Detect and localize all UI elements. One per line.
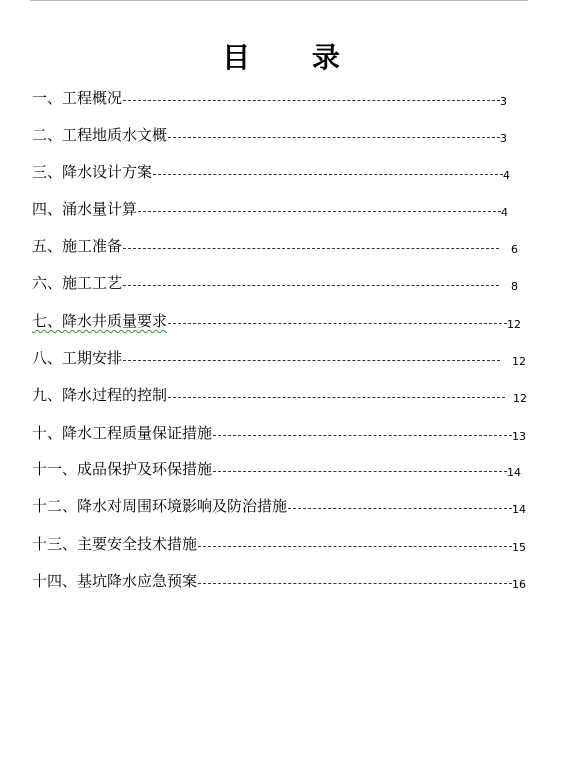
toc-entry-label: 六、施工工艺 [32, 274, 123, 292]
toc-entry[interactable] [32, 457, 521, 479]
toc-entry-page: 12 [512, 355, 526, 368]
toc-entry-page: 13 [512, 430, 526, 443]
toc-entry[interactable] [32, 532, 526, 554]
toc-leader-dots [288, 508, 512, 509]
toc-leader-dots [198, 546, 512, 547]
toc-entry-label: 十一、成品保护及环保措施 [32, 460, 213, 478]
toc-entry[interactable] [32, 421, 526, 443]
page-title: 目 录 [222, 41, 366, 74]
toc-entry-page: 3 [500, 132, 507, 145]
toc-leader-dots [123, 100, 500, 101]
toc-entry-page: 12 [513, 392, 527, 405]
toc-entry[interactable] [32, 309, 521, 331]
toc-entry-page: 12 [507, 318, 521, 331]
toc-entry-page: 14 [507, 466, 521, 479]
toc-entry-page: 14 [512, 503, 526, 516]
toc-entry-label: 十、降水工程质量保证措施 [32, 424, 213, 442]
toc-entry-page: 4 [503, 169, 510, 182]
toc-entry[interactable] [32, 160, 510, 182]
toc-entry-label: 七、降水井质量要求 [32, 312, 168, 330]
toc-leader-dots [213, 435, 512, 436]
toc-entry[interactable] [32, 569, 526, 591]
toc-entry-label: 二、工程地质水文概 [32, 126, 168, 144]
toc-entry-label: 十四、基坑降水应急预案 [32, 572, 198, 590]
toc-entry-label: 四、涌水量计算 [32, 200, 138, 218]
toc-entry-page: 3 [500, 95, 507, 108]
toc-leader-dots [123, 285, 499, 286]
toc-entry-label: 八、工期安排 [32, 349, 123, 367]
toc-entry-label: 十三、主要安全技术措施 [32, 535, 198, 553]
toc-entry-label: 十二、降水对周围环境影响及防治措施 [32, 497, 288, 515]
toc-entry-label: 三、降水设计方案 [32, 163, 153, 181]
toc-leader-dots [123, 360, 500, 361]
toc-leader-dots [153, 174, 503, 175]
toc-entry-label: 五、施工准备 [32, 237, 123, 255]
toc-leader-dots [168, 323, 507, 324]
toc-entry-label: 一、工程概况 [32, 89, 123, 107]
toc-leader-dots [198, 583, 512, 584]
toc-entry-page: 8 [511, 280, 518, 293]
toc-entry[interactable] [32, 383, 527, 405]
toc-entry[interactable] [32, 234, 518, 256]
toc-entry[interactable] [32, 197, 508, 219]
toc-entry-page: 4 [501, 206, 508, 219]
toc-leader-dots [123, 248, 499, 249]
toc-leader-dots [213, 471, 507, 472]
toc-entry-page: 16 [512, 578, 526, 591]
toc-entry-page: 6 [511, 243, 518, 256]
toc-entry-page: 15 [512, 541, 526, 554]
toc-entry[interactable] [32, 86, 507, 108]
toc-leader-dots [168, 137, 500, 138]
toc-entry-label: 九、降水过程的控制 [32, 386, 168, 404]
toc-entry[interactable] [32, 494, 526, 516]
toc-entry[interactable] [32, 123, 507, 145]
toc-leader-dots [138, 211, 501, 212]
toc-leader-dots [168, 397, 505, 398]
toc-entry[interactable] [32, 346, 526, 368]
toc-entry[interactable] [32, 271, 518, 293]
